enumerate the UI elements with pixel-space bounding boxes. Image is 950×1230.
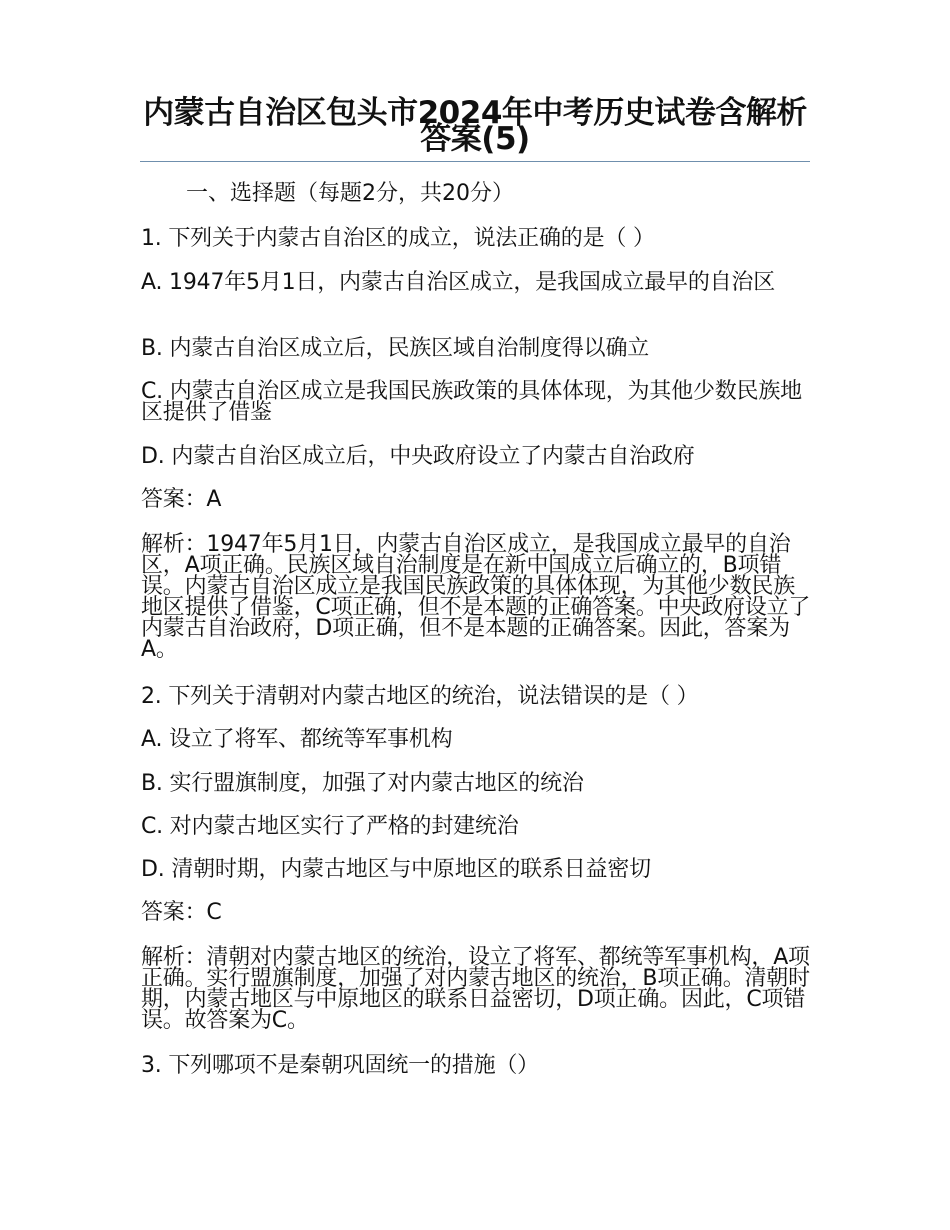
question-2-option-a: A. 设立了将军、都统等军事机构 xyxy=(141,727,453,752)
title-underline xyxy=(140,161,810,162)
question-1-option-c: C. 内蒙古自治区成立是我国民族政策的具体体现，为其他少数民族地区提供了借鉴 xyxy=(141,379,802,425)
question-1-option-a: A. 1947年5月1日，内蒙古自治区成立，是我国成立最早的自治区 xyxy=(141,270,776,295)
question-1-stem: 1. 下列关于内蒙古自治区的成立，说法正确的是（ ） xyxy=(141,226,655,251)
question-1-option-d: D. 内蒙古自治区成立后，中央政府设立了内蒙古自治政府 xyxy=(141,444,695,469)
question-1-answer: 答案：A xyxy=(141,487,222,512)
question-2-answer: 答案：C xyxy=(141,900,222,925)
question-1-analysis: 解析：1947年5月1日，内蒙古自治区成立，是我国成立最早的自治区，A项正确。民族区域自治制度是在新中国成立后确立的，B项错误。内蒙古自治区成立是我国民族政策的具体体现，为其他少数民族地区提供了借鉴，C项正确，但不是本题的正确答案。中央政府设立了内蒙古自治政府，D项正确，但不是本题的正确答案。因此，答案为A。 xyxy=(141,532,811,662)
question-2-stem: 2. 下列关于清朝对内蒙古地区的统治，说法错误的是（ ） xyxy=(141,684,699,709)
question-3-stem: 3. 下列哪项不是秦朝巩固统一的措施（） xyxy=(141,1053,539,1078)
question-2-analysis: 解析：清朝对内蒙古地区的统治，设立了将军、都统等军事机构，A项正确。实行盟旗制度，加强了对内蒙古地区的统治，B项正确。清朝时期，内蒙古地区与中原地区的联系日益密切，D项正确。因此，C项错误。故答案为C。 xyxy=(141,945,810,1033)
question-2-option-c: C. 对内蒙古地区实行了严格的封建统治 xyxy=(141,814,519,839)
document-title: 内蒙古自治区包头市2024年中考历史试卷含解析答案(5) xyxy=(143,95,807,157)
question-2-option-d: D. 清朝时期，内蒙古地区与中原地区的联系日益密切 xyxy=(141,857,651,882)
question-1-option-b: B. 内蒙古自治区成立后，民族区域自治制度得以确立 xyxy=(141,336,650,361)
question-2-option-b: B. 实行盟旗制度，加强了对内蒙古地区的统治 xyxy=(141,771,584,796)
section-heading: 一、选择题（每题2分，共20分） xyxy=(186,181,514,206)
